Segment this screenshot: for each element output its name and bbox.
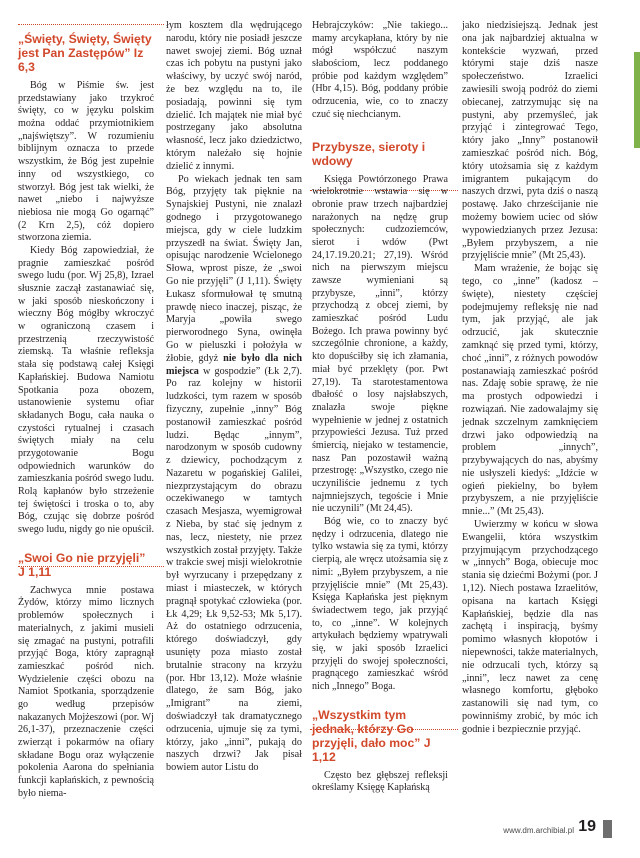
- paragraph: Księga Powtórzonego Prawa wielokrotnie wstawia się w obronie praw trzech najbardziej narażonych na nędzę grup społecznych: cudzoziemców, sierot i wdów (Pwt 24,17.19.20.21; 27,19). Wśród nich na pierwszym miejscu zawsze wymieniani są przybysze, „inni”, którzy przychodzą z obcej ziemi, by zamieszkać pośród Ludu Bożego. Ich prawa powinny być szczególnie chronione, a każdy, kto dopuściłby się ich złamania, miał być przeklęty (por. Pwt 27,19). Ta starotestamentowa dbałość o losy najsłabszych, znalazła swoje piękne wypełnienie w jednej z ostatnich przypowieści Jezusa. Tuż przed śmiercią, niejako w testamencie, nasz Pan pozostawił ważną przestrogę: „Wszystko, czego nie uczyniliście jednemu z tych najmniejszych, tegoście i Mnie nie uczynili” (Mt 24,45).: [312, 173, 448, 515]
- paragraph: Uwierzmy w końcu w słowa Ewangelii, która wszystkim przyjmującym przychodzącego w „innych” Boga, obiecuje moc stania się dziećmi Bożymi (por. J 1,12). Niech postawa Izraelitów, opisana na kartach Księgi Kapłańskiej, będzie dla nas zachętą i inspiracją, byśmy pomimo własnych kłopotów i niepewności, także materialnych, nie odrzucali tych, którzy są „inni”, lecz nawet za cenę własnego komfortu, głęboko zastanowili się nad tym, co powinniśmy zrobić, by móc ich godnie i bezpiecznie przyjąć.: [462, 519, 598, 735]
- section-heading: „Swoi Go nie przyjęli” J 1,11: [18, 550, 146, 579]
- page-footer: [470, 818, 620, 848]
- paragraph: jako niedzisiejszą. Jednak jest ona jak najbardziej aktualna w kontekście wyzwań, przed którymi staje dziś nasze społeczeństwo. Izraelici zawiesili swoją podróż do ziemi obiecanej, zatrzymując się na pustyni, aby przemyśleć, jak przyjąć i zintegrować Tego, który jako „Inny” postanowił zamieszkać pośród nich. Bóg, który utożsamia się z każdym imigrantem pukającym do naszych drzwi, pyta dziś o naszą postawę. Jako chrześcijanie nie możemy bowiem uciec od słów wypowiedzianych przez Jezusa: „Byłem przybyszem, a nie przyjęliście mnie” (Mt 25,43).: [462, 20, 598, 262]
- paragraph: łym kosztem dla wędrującego narodu, który nie posiadł jeszcze nawet swojej ziemi. Bóg uznał czas ich pobytu na pustyni jako właściwy, by uczyć swój naród, że bez względu na to, ile posiadają, powinni się tym dzielić. Ich majątek nie miał być postrzegany jako absolutna własność, lecz jako dziedzictwo, którym należało się hojnie dzielić z innymi.: [166, 20, 302, 172]
- heading-rule: [18, 24, 164, 25]
- paragraph: Kiedy Bóg zapowiedział, że pragnie zamieszkać pośród swego ludu (por. Wj 25,8), Izrael słusznie zaczął zastanawiać się, w jaki sposób nieskończony i wieczny Bóg mógłby wkroczyć w ograniczoną czasem i przestrzenią rzeczywistość ziemską. Ta właśnie refleksja stała się podstawą całej Księgi Kapłańskiej. Budowa Namiotu Spotkania poza obozem, ustanowienie systemu ofiar składanych Bogu, cała nauka o czystości rytualnej i czasach świętych miały na celu przygotowanie Bogu odpowiednich warunków do zamieszkania pośród swego ludu. Rolą kapłanów było strzeżenie tej świętości i troska o to, aby Bóg, czując się dobrze pośród swego ludu, nigdy go nie opuścił.: [18, 244, 154, 536]
- paragraph-text: Po wiekach jednak ten sam Bóg, przyjęty tak pięknie na Synajskiej Pustyni, nie znalazł godnego i przygotowanego miejsca, gdy w ciele ludzkim przyszedł na świat. Święty Jan, opisując narodzenie Wcielonego Słowa, wprost pisze, że „swoi Go nie przyjęli” (J 1,11). Święty Łukasz sformułował tę smutną prawdę nieco inaczej, pisząc, że Maryja „powiła swego pierworodnego Syna, owinęła Go w pieluszki i położyła w żłobie, gdyż: [166, 173, 302, 364]
- paragraph: Hebrajczyków: „Nie takiego... mamy arcykapłana, który by nie mógł współczuć naszym słabościom, lecz poddanego próbie pod każdym względem” (Hbr 4,15). Bóg, poddany próbie odrzucenia, wie, co to znaczy czuć się niechcianym.: [312, 20, 448, 120]
- paragraph: Mam wrażenie, że bojąc się tego, co „inne” (kadosz – święte), niestety częściej podejmujemy refleksję nie nad tym, jak przyjąć, ale jak odrzucić, jak skutecznie zamknąć się przed tymi, którzy, choć „inni”, z różnych powodów postanawiają zamieszkać pośród nas. Zdaję sobie sprawę, że nie ma prostych odpowiedzi i rozwiązań. Nie zadowalajmy się jednak szczelnym zamknięciem drzwi jako odpowiedzią na problem „innych”, przybywających do nas, abyśmy nie usłyszeli kiedyś: „Idźcie w ogień piekielny, bo byłem przybyszem, a nie przyjęliście mnie...” (Mt 25,43).: [462, 263, 598, 518]
- page-marker: [603, 820, 612, 838]
- paragraph-text: w gospodzie” (Łk 2,7). Po raz kolejny w historii ludzkości, tym razem w sposób fizyczny, zupełnie „inny” Bóg postanowił zamieszkać pośród ludzi. Będąc „innym”, narodzonym w sposób cudowny z dziewicy, pochodzącym z Nazaretu w pogańskiej Galilei, niezprzystającym do obrazu oczekiwanego w tamtych czasach Mesjasza, wyemigrował z Nieba, by stać się jednym z nas, lecz, niestety, nie przez wszystkich został przyjęty. Także w trakcie swej misji wielokrotnie był wyrzucany i przepędzany z miast i miasteczek, w których pragnął spotykać człowieka (por. Łk 4,29; Łk 9,52-53; Mk 5,17). Aż do ostatniego odrzucenia, którego doświadczył, gdy usunięty poza miasto został brutalnie stracony na krzyżu (por. Hbr 13,12). Może właśnie dlatego, że sam Bóg, jako „Imigrant” na ziemi, doświadczył tak dramatycznego odrzucenia, ujmuje się za tymi, którzy, jako „inni”, pukają do naszych drzwi? Jak pisał bowiem autor Listu do: [166, 365, 302, 774]
- paragraph: Bóg w Piśmie św. jest przedstawiany jako trzykroć święty, co w języku polskim można oddać przymiotnikiem „najświętszy”. W rozumieniu biblijnym oznacza to przede wszystkim, że Bóg jest zupełnie inny od wszystkiego, co stworzył. Bóg jest tak wielki, że nawet „niebo i najwyższe niebiosa nie mogą Go ogarnąć” (2 Krn 2,5), cóż dopiero stworzona ziemia.: [18, 80, 154, 244]
- section-heading: „Wszystkim tym jednak, którzy Go przyjęli, dało moc” J 1,12: [312, 707, 431, 764]
- paragraph: Bóg wie, co to znaczy być nędzy i odrzucenia, dlatego nie tylko wstawia się za tymi, którzy cierpią, ale wręcz utożsamia się z nimi: „Byłem przybyszem, a nie przyjęliście mnie” (Mt 25,43). Księga Kapłańska jest pięknym świadectwem tego, jak przyjąć to, co „inne”. W kolejnych artykułach będziemy wpatrywali się, w jaki sposób Izraelici przyjęli do swojej społeczności, pragnącego zamieszkać wśród nich „Innego” Boga.: [312, 516, 448, 692]
- paragraph: Zachwyca mnie postawa Żydów, którzy mimo licznych problemów społecznych i materialnych, z jakimi musieli się zmagać na pustyni, potrafili przyjąć Boga, który zapragnął zamieszkać pośród nich. Wydzielenie części obozu na Namiot Spotkania, sporządzenie go według przepisów nakazanych Mojżeszowi (por. Wj 26,1-37), przeznaczenie części zwierząt i pokarmów na ofiary składane Bogu oraz wyłączenie pokolenia Aarona do spełniania funkcji kapłańskich, z pewnością było niema-: [18, 584, 154, 799]
- section-heading: Przybysze, sieroty i wdowy: [312, 139, 426, 168]
- column-3: [312, 20, 448, 795]
- column-4: [462, 20, 598, 737]
- paragraph: Często bez głębszej refleksji określamy Księgę Kapłańską: [312, 769, 448, 794]
- page-edge-tab: [634, 52, 640, 148]
- column-2: [166, 20, 302, 775]
- page-number: 19: [578, 818, 596, 835]
- emphasis-text: nie było dla nich miejsca: [166, 352, 302, 377]
- website-url: www.dm.archibial.pl: [503, 826, 574, 835]
- column-1: [18, 32, 154, 800]
- section-heading: „Święty, Święty, Święty jest Pan Zastępów” Iz 6,3: [18, 32, 152, 74]
- paragraph: [166, 174, 302, 775]
